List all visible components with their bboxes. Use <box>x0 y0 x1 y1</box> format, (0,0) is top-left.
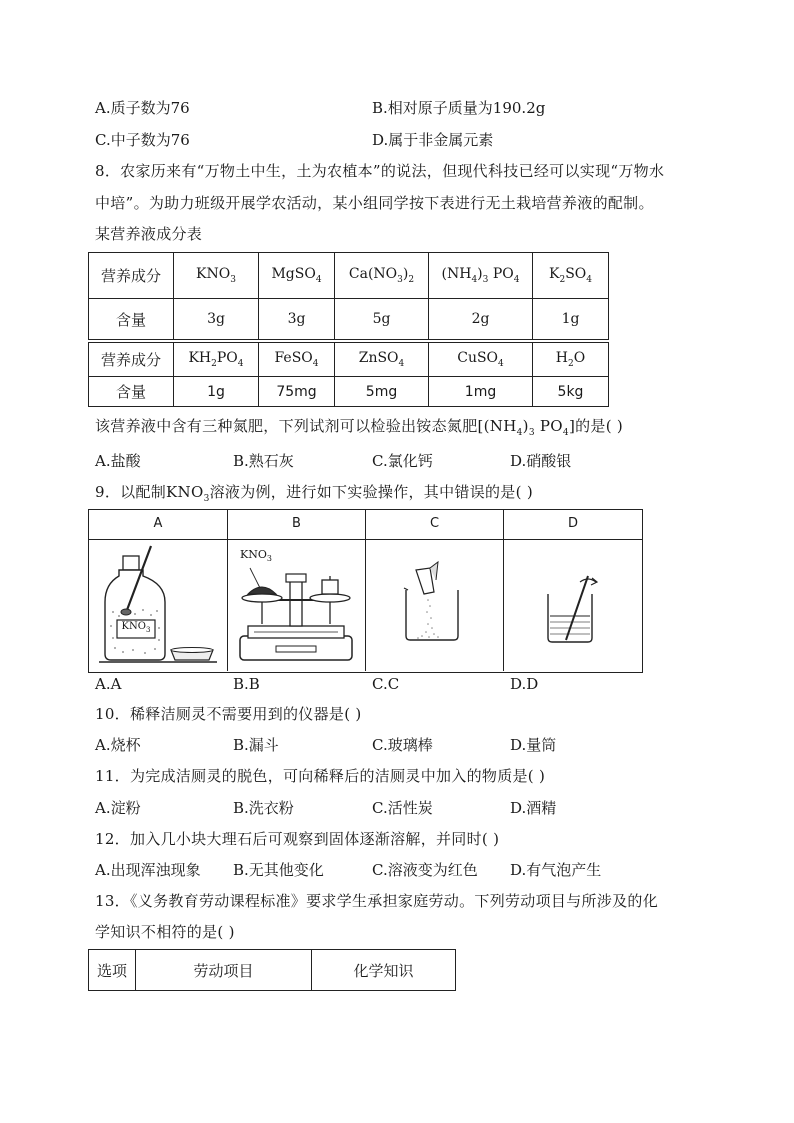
component-nh4-3-po4: $(NH_4)_3$ $PO_4$ <box>429 253 533 299</box>
beaker-stirring-illustration <box>504 540 642 671</box>
row-label-component: 营养成分 <box>89 343 174 377</box>
reagent-bottle-illustration <box>89 540 227 671</box>
component-kh2po4: $KH_2PO_4$ <box>174 343 259 377</box>
question-8-stem <box>95 415 623 438</box>
question-9-stem-pre: 9．以配制 <box>95 483 167 501</box>
option-b: B.B <box>233 675 260 693</box>
component-kno3: $KNO_3$ <box>174 253 259 299</box>
table-title: 某营养液成分表 <box>95 225 203 243</box>
option-d: D.酒精 <box>510 799 557 817</box>
formula-nh4-3-po4: $(NH_4)_3$ $PO_4$ <box>483 417 569 438</box>
amount-cell: 5kg <box>533 377 609 407</box>
option-a: A.质子数为76 <box>95 99 190 117</box>
option-b: B.漏斗 <box>233 736 279 754</box>
option-d: D.属于非金属元素 <box>372 131 494 149</box>
question-8-line-2: 中培”。为助力班级开展学农活动，某小组同学按下表进行无土栽培营养液的配制。 <box>95 194 654 212</box>
question-8-line-1: 8．农家历来有“万物土中生，土为农植本”的说法，但现代科技已经可以实现“万物水 <box>95 162 665 180</box>
option-d: D.有气泡产生 <box>510 861 602 879</box>
question-8-stem-pre: 该营养液中含有三种氮肥，下列试剂可以检验出铵态氮肥[ <box>95 417 484 435</box>
option-a: A.A <box>95 675 122 693</box>
amount-cell: 1mg <box>429 377 533 407</box>
amount-cell: 2g <box>429 299 533 340</box>
option-c: C.活性炭 <box>372 799 433 817</box>
option-c: C.玻璃棒 <box>372 736 433 754</box>
component-mgso4: MgSO$_4$ <box>259 253 335 299</box>
balance-label-kno3: $KNO_3$ <box>240 548 272 564</box>
bottle-label: $KNO_3$ <box>121 621 151 634</box>
header-b: B <box>228 510 366 540</box>
labor-knowledge-table <box>88 949 456 991</box>
header-d: D <box>504 510 642 540</box>
component-znso4: ZnSO$_4$ <box>335 343 429 377</box>
experiment-b-weighing <box>228 540 366 671</box>
header-labor-item: 劳动项目 <box>136 950 312 991</box>
experiment-a-taking-solid <box>89 540 228 671</box>
question-12-stem: 12．加入几小块大理石后可观察到固体逐渐溶解，并同时( ) <box>95 830 500 848</box>
amount-cell: 1g <box>533 299 609 340</box>
option-b: B.相对原子质量为190.2g <box>372 99 546 117</box>
question-9-stem-post: 溶液为例，进行如下实验操作，其中错误的是( ) <box>209 483 533 501</box>
question-9-stem <box>95 481 533 504</box>
amount-cell: 5mg <box>335 377 429 407</box>
question-10-stem: 10．稀释洁厕灵不需要用到的仪器是( ) <box>95 705 362 723</box>
option-c: C.中子数为76 <box>95 131 190 149</box>
component-feso4: FeSO$_4$ <box>259 343 335 377</box>
experiment-d-stirring <box>504 540 642 671</box>
question-8-stem-post: ]的是( ) <box>568 417 624 435</box>
beaker-pouring-illustration <box>366 540 503 671</box>
formula-kno3: $KNO_3$ <box>166 483 210 504</box>
component-ca-no3-2: $Ca(NO_3)_2$ <box>335 253 429 299</box>
option-b: B.熟石灰 <box>233 452 294 470</box>
header-a: A <box>89 510 228 540</box>
row-label-component: 营养成分 <box>89 253 174 299</box>
option-d: D.量筒 <box>510 736 557 754</box>
component-cuso4: CuSO$_4$ <box>429 343 533 377</box>
option-b: B.洗衣粉 <box>233 799 294 817</box>
header-option: 选项 <box>89 950 136 991</box>
option-a: A.出现浑浊现象 <box>95 861 201 879</box>
experiment-table <box>88 509 643 673</box>
option-c: C.氯化钙 <box>372 452 433 470</box>
option-d: D.D <box>510 675 539 693</box>
option-c: C.溶液变为红色 <box>372 861 478 879</box>
nutrient-table-2 <box>88 342 609 407</box>
header-c: C <box>366 510 504 540</box>
option-b: B.无其他变化 <box>233 861 324 879</box>
amount-cell: 75mg <box>259 377 335 407</box>
component-k2so4: $K_2SO_4$ <box>533 253 609 299</box>
option-a: A.淀粉 <box>95 799 141 817</box>
question-13-line-1: 13．《义务教育劳动课程标准》要求学生承担家庭劳动。下列劳动项目与所涉及的化 <box>95 892 658 910</box>
amount-cell: 5g <box>335 299 429 340</box>
option-d: D.硝酸银 <box>510 452 572 470</box>
option-a: A.盐酸 <box>95 452 141 470</box>
option-a: A.烧杯 <box>95 736 141 754</box>
row-label-amount: 含量 <box>89 377 174 407</box>
nutrient-table-1 <box>88 252 609 340</box>
amount-cell: 3g <box>174 299 259 340</box>
amount-cell: 1g <box>174 377 259 407</box>
question-11-stem: 11．为完成洁厕灵的脱色，可向稀释后的洁厕灵中加入的物质是( ) <box>95 767 546 785</box>
header-chemistry-knowledge: 化学知识 <box>312 950 456 991</box>
row-label-amount: 含量 <box>89 299 174 340</box>
experiment-c-pouring <box>366 540 504 671</box>
option-c: C.C <box>372 675 400 693</box>
component-h2o: $H_2O$ <box>533 343 609 377</box>
amount-cell: 3g <box>259 299 335 340</box>
question-13-line-2: 学知识不相符的是( ) <box>95 923 235 941</box>
